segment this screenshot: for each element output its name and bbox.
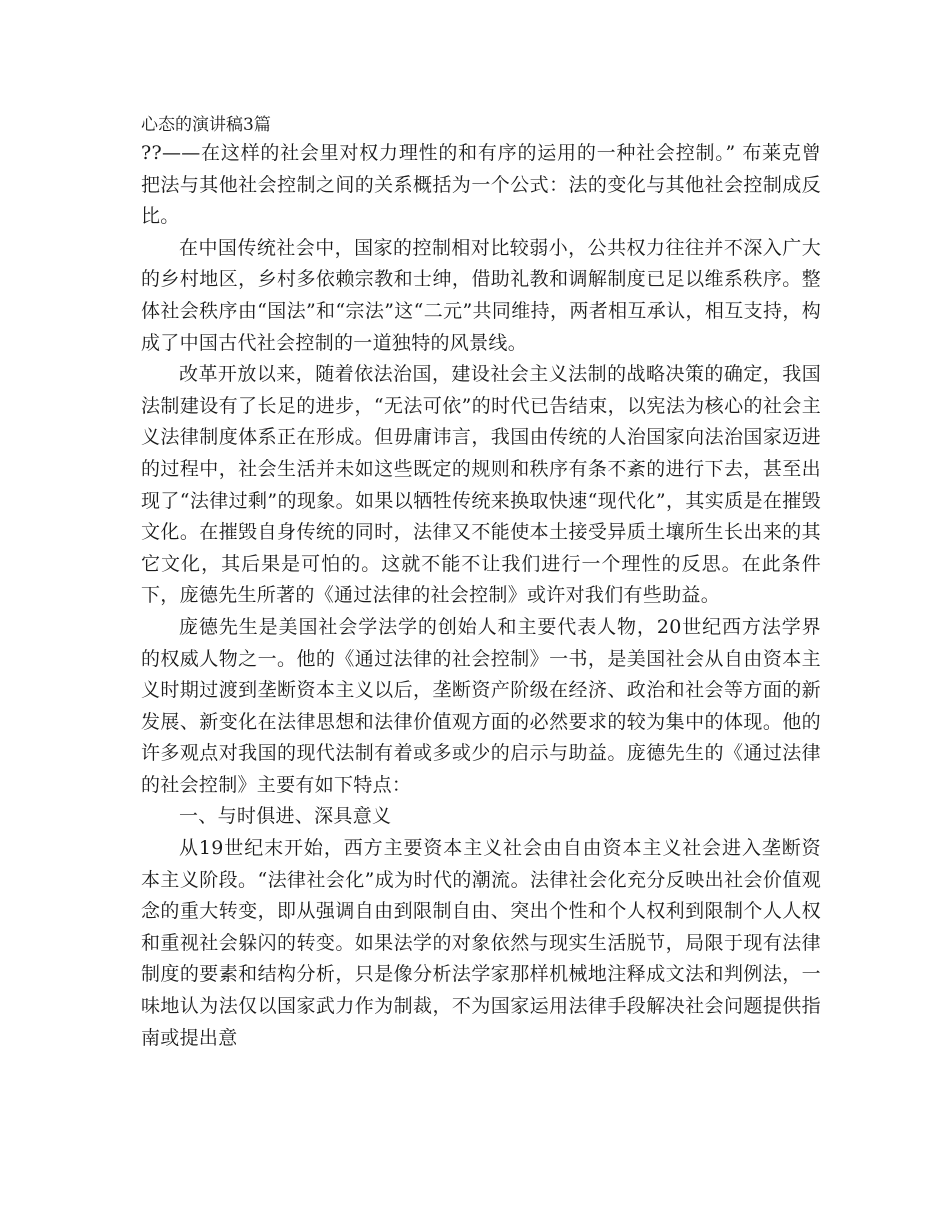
paragraph-3: 改革开放以来，随着依法治国，建设社会主义法制的战略决策的确定，我国法制建设有了长足的进步，“无法可依”的时代已告结束，以宪法为核心的社会主义法律制度体系正在形成。但毋庸讳言，我国由传统的人治国家向法治国家迈进的过程中，社会生活并未如这些既定的规则和秩序有条不紊的进行下去，甚至出现了“法律过剩”的现象。如果以牺牲传统来换取快速“现代化”，其实质是在摧毁文化。在摧毁自身传统的同时，法律又不能使本土接受异质土壤所生长出来的其它文化，其后果是可怕的。这就不能不让我们进行一个理性的反思。在此条件下，庞德先生所著的《通过法律的社会控制》或许对我们有些助益。 (141, 363, 821, 607)
document-page (141, 112, 821, 1054)
paragraph-2: 在中国传统社会中，国家的控制相对比较弱小，公共权力往往并不深入广大的乡村地区，乡村多依赖宗教和士绅，借助礼教和调解制度已足以维系秩序。整体社会秩序由“国法”和“宗法”这“二元”共同维持，两者相互承认，相互支持，构成了中国古代社会控制的一道独特的风景线。 (141, 236, 821, 354)
section-heading-1: 一、与时俱进、深具意义 (179, 805, 392, 828)
paragraph-5: 从19世纪末开始，西方主要资本主义社会由自由资本主义社会进入垄断资本主义阶段。“法律社会化”成为时代的潮流。法律社会化充分反映出社会价值观念的重大转变，即从强调自由到限制自由、突出个性和个人权利到限制个人人权和重视社会躲闪的转变。如果法学的对象依然与现实生活脱节，局限于现有法律制度的要素和结构分析，只是像分析法学家那样机械地注释成文法和判例法，一味地认为法仅以国家武力作为制裁，不为国家运用法律手段解决社会问题提供指南或提出意 (141, 837, 821, 1049)
paragraph-4: 庞德先生是美国社会学法学的创始人和主要代表人物，20世纪西方法学界的权威人物之一。他的《通过法律的社会控制》一书，是美国社会从自由资本主义时期过渡到垄断资本主义以后，垄断资产阶级在经济、政治和社会等方面的新发展、新变化在法律思想和法律价值观方面的必然要求的较为集中的体现。他的许多观点对我国的现代法制有着或多或少的启示与助益。庞德先生的《通过法律的社会控制》主要有如下特点： (141, 615, 821, 796)
paragraph-1: ??——在这样的社会里对权力理性的和有序的运用的一种社会控制。” 布莱克曾把法与其他社会控制之间的关系概括为一个公式：法的变化与其他社会控制成反比。 (141, 142, 821, 228)
document-title: 心态的演讲稿3篇 (141, 115, 271, 135)
